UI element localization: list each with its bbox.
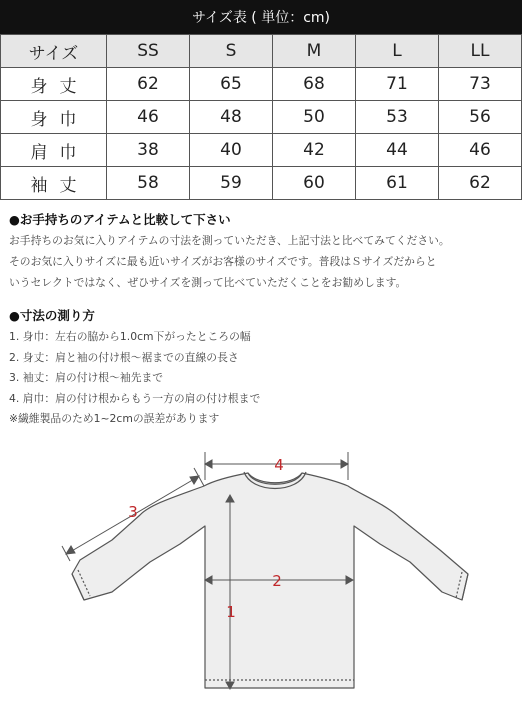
table-cell: 60 xyxy=(273,167,356,200)
table-cell: 48 xyxy=(190,101,273,134)
header-ll: LL xyxy=(439,35,522,68)
table-cell: 58 xyxy=(107,167,190,200)
label-body-width: 2 xyxy=(272,572,282,590)
compare-heading: ●お手持ちのアイテムと比較して下さい xyxy=(9,212,231,227)
compare-text xyxy=(9,230,519,293)
table-cell: 40 xyxy=(190,134,273,167)
table-cell: 59 xyxy=(190,167,273,200)
table-row xyxy=(1,101,522,134)
compare-line: そのお気に入りサイズに最も近いサイズがお客様のサイズです。普段はＳサイズだからと xyxy=(9,255,437,268)
header-s: S xyxy=(190,35,273,68)
size-table-title: サイズ表 ( 単位：cm) xyxy=(0,0,522,34)
row-label: 肩巾 xyxy=(1,134,107,167)
list-item: 1. 身巾：左右の脇から1.0cm下がったところの幅 xyxy=(9,330,251,343)
header-ss: SS xyxy=(107,35,190,68)
size-table xyxy=(0,34,522,200)
header-size: サイズ xyxy=(1,35,107,68)
measure-list xyxy=(9,327,519,430)
table-cell: 73 xyxy=(439,68,522,101)
header-l: L xyxy=(356,35,439,68)
measure-heading: ●寸法の測り方 xyxy=(9,308,95,323)
table-cell: 46 xyxy=(439,134,522,167)
label-body-length: 1 xyxy=(226,603,236,621)
header-m: M xyxy=(273,35,356,68)
row-label: 身巾 xyxy=(1,101,107,134)
table-cell: 68 xyxy=(273,68,356,101)
table-cell: 38 xyxy=(107,134,190,167)
compare-line: いうセレクトではなく、ぜひサイズを測って比べていただくことをお勧めします。 xyxy=(9,276,407,289)
row-label: 身丈 xyxy=(1,68,107,101)
row-label: 袖丈 xyxy=(1,167,107,200)
size-table-header-row xyxy=(1,35,522,68)
table-row xyxy=(1,167,522,200)
table-cell: 65 xyxy=(190,68,273,101)
table-cell: 53 xyxy=(356,101,439,134)
table-cell: 62 xyxy=(439,167,522,200)
table-cell: 50 xyxy=(273,101,356,134)
list-item: 3. 袖丈：肩の付け根～袖先まで xyxy=(9,371,164,384)
list-item: 2. 身丈：肩と袖の付け根～裾までの直線の長さ xyxy=(9,350,239,364)
list-item: ※繊維製品のため1~2cmの誤差があります xyxy=(9,412,220,425)
table-row xyxy=(1,134,522,167)
table-row xyxy=(1,68,522,101)
table-cell: 44 xyxy=(356,134,439,167)
label-shoulder-width: 4 xyxy=(274,456,284,474)
list-item: 4. 肩巾：肩の付け根からもう一方の肩の付け根まで xyxy=(9,391,261,405)
compare-line: お手持ちのお気に入りアイテムの寸法を測っていただき、上記寸法と比べてみてください。 xyxy=(9,234,450,247)
shirt-diagram xyxy=(0,440,522,709)
table-cell: 71 xyxy=(356,68,439,101)
table-cell: 46 xyxy=(107,101,190,134)
table-cell: 42 xyxy=(273,134,356,167)
table-cell: 61 xyxy=(356,167,439,200)
label-sleeve-length: 3 xyxy=(128,503,138,521)
table-cell: 56 xyxy=(439,101,522,134)
table-cell: 62 xyxy=(107,68,190,101)
